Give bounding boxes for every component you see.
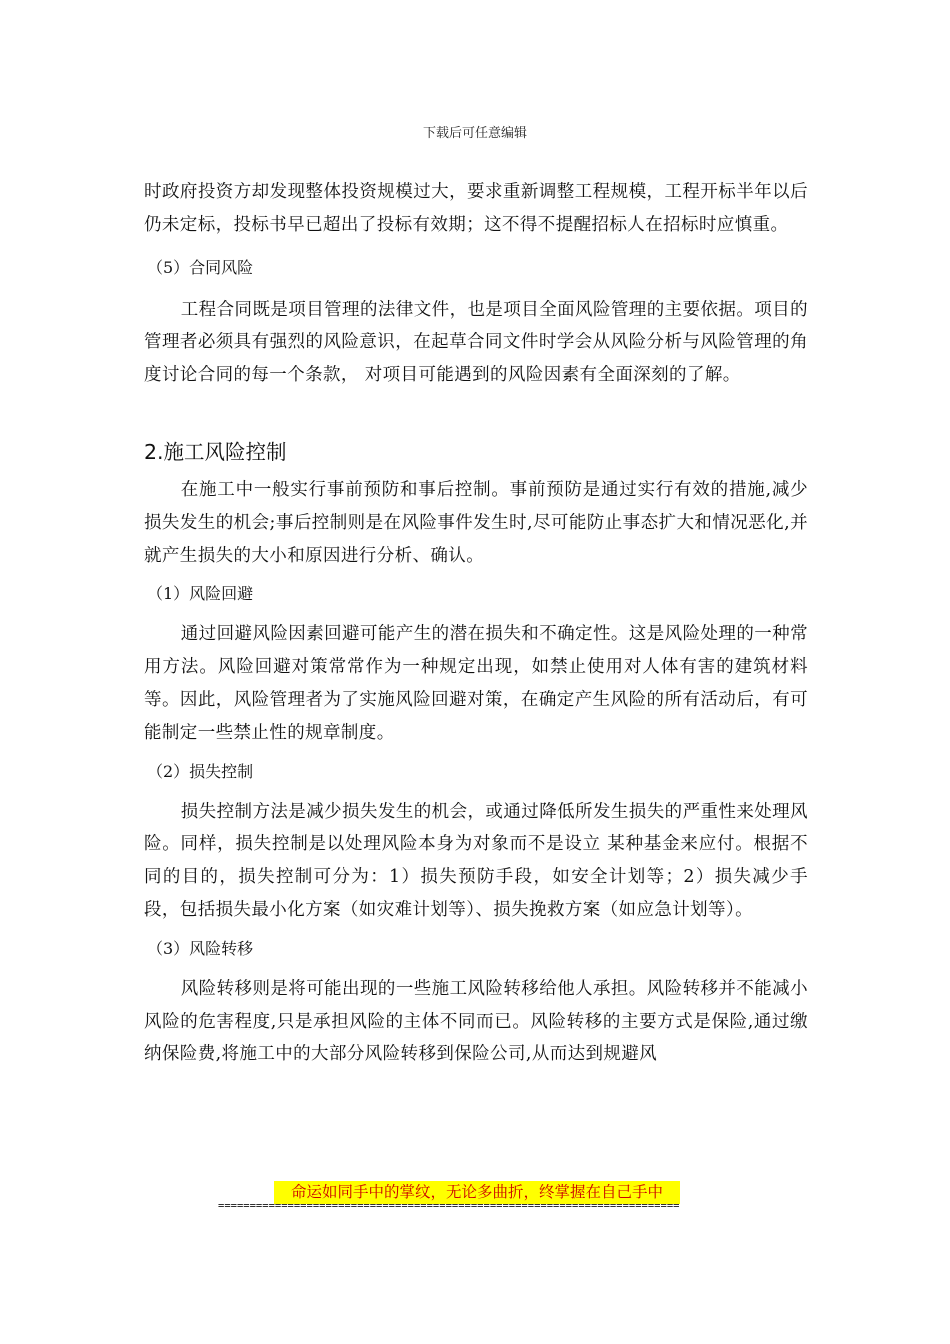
paragraph-continued: 时政府投资方却发现整体投资规模过大，要求重新调整工程规模，工程开标半年以后仍未定标，投标书早已超出了投标有效期；这不得不提醒招标人在招标时应慎重。 bbox=[144, 182, 808, 235]
section-1-title: （1）风险回避 bbox=[147, 584, 254, 604]
section-3-text: 风险转移则是将可能出现的一些施工风险转移给他人承担。风险转移并不能减小风险的危害程度,只是承担风险的主体不同而已。风险转移的主要方式是保险,通过缴纳保险费,将施工中的大部分风险转移到保险公司,从而达到规避风 bbox=[144, 978, 808, 1065]
section-3-title: （3）风险转移 bbox=[147, 938, 254, 958]
heading-2-text: 在施工中一般实行事前预防和事后控制。事前预防是通过实行有效的措施,减少损失发生的机会;事后控制则是在风险事件发生时,尽可能防止事态扩大和情况恶化,并就产生损失的大小和原因进行分析、确认。 bbox=[144, 479, 808, 566]
section-2-text: 损失控制方法是减少损失发生的机会，或通过降低所发生损失的严重性来处理风险。同样，损失控制是以处理风险本身为对象而不是设立 某种基金来应付。根据不同的目的，损失控制可分为：1）损失预防手段，如安全计划等；2）损失减少手段，包括损失最小化方案（如灾难计划等）、损失挽救方案（如应急计划等）。 bbox=[144, 801, 808, 920]
section-5-title: （5）合同风险 bbox=[147, 257, 254, 277]
page-header-note: 下载后可任意编辑 bbox=[422, 126, 527, 141]
section-1-text: 通过回避风险因素回避可能产生的潜在损失和不确定性。这是风险处理的一种常用方法。风险回避对策常常作为一种规定出现，如禁止使用对人体有害的建筑材料等。因此，风险管理者为了实施风险回避对策，在确定产生风险的所有活动后，有可能制定一些禁止性的规章制度。 bbox=[144, 624, 808, 743]
section-5-text: 工程合同既是项目管理的法律文件，也是项目全面风险管理的主要依据。项目的管理者必须具有强烈的风险意识，在起草合同文件时学会从风险分析与风险管理的角度讨论合同的每一个条款， 对项目可能遇到的风险因素有全面深刻的了解。 bbox=[144, 299, 808, 386]
footer-divider: ========================================================================= bbox=[218, 1200, 680, 1212]
heading-construction-risk-control: 2.施工风险控制 bbox=[144, 439, 287, 464]
document-body bbox=[144, 176, 808, 1071]
footer-motto-banner: 命运如同手中的掌纹，无论多曲折，终掌握在自己手中 bbox=[274, 1181, 680, 1204]
section-2-title: （2）损失控制 bbox=[147, 761, 254, 781]
